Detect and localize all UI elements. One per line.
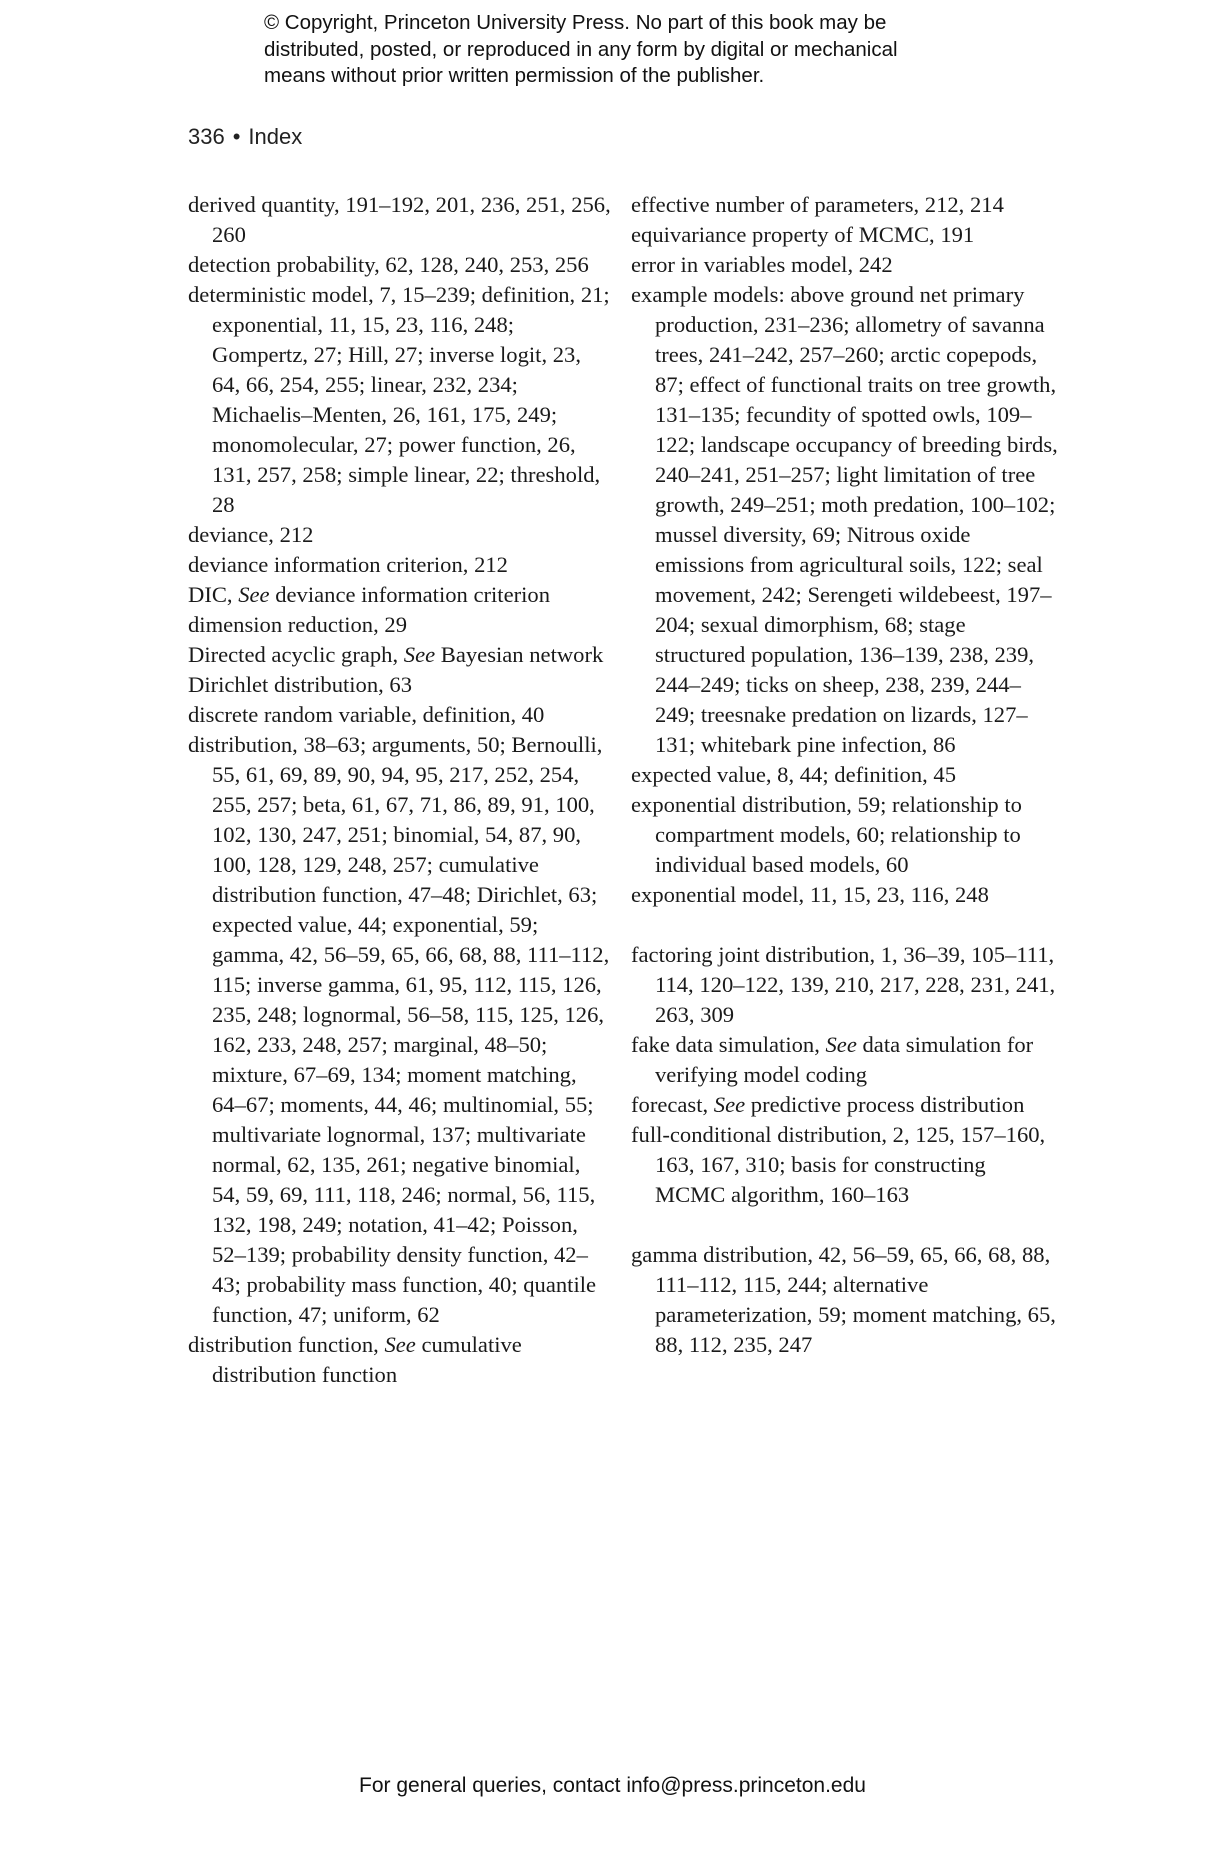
index-entry: [631, 1240, 1061, 1360]
index-entry: [188, 640, 613, 670]
index-column-right: [631, 190, 1061, 1360]
index-entry: [188, 550, 613, 580]
see-reference-target: data simulation for verifying model coding: [655, 1032, 1034, 1087]
index-entry: [188, 190, 613, 250]
index-entry: [631, 1030, 1061, 1090]
see-reference-target: cumulative distribution function: [212, 1332, 522, 1387]
index-entry-text: effective number of parameters, 212, 214: [631, 192, 1004, 217]
see-reference-target: Bayesian network: [435, 642, 604, 667]
see-reference-label: See: [384, 1332, 416, 1357]
index-entry-text: gamma distribution, 42, 56–59, 65, 66, 68, 88, 111–112, 115, 244; alternative parameterization, 59; moment matching, 65, 88, 112, 235, 247: [631, 1242, 1056, 1357]
index-entry-text: full-conditional distribution, 2, 125, 157–160, 163, 167, 310; basis for constructing MCMC algorithm, 160–163: [631, 1122, 1046, 1207]
see-reference-label: See: [713, 1092, 746, 1117]
index-entry: [631, 220, 1061, 250]
footer-contact: For general queries, contact info@press.princeton.edu: [359, 1774, 866, 1797]
index-entry: [631, 1090, 1061, 1120]
index-entry: [188, 670, 613, 700]
copyright-line: distributed, posted, or reproduced in any form by digital or mechanical: [264, 37, 898, 61]
copyright-line: means without prior written permission of the publisher.: [264, 64, 765, 87]
index-entry-text: discrete random variable, definition, 40: [188, 702, 545, 727]
index-entry-term: forecast,: [631, 1092, 714, 1117]
index-column-left: [188, 190, 613, 1390]
index-entry: [188, 520, 613, 550]
index-entry-term: Directed acyclic graph,: [188, 642, 404, 667]
index-entry-text: distribution, 38–63; arguments, 50; Bernoulli, 55, 61, 69, 89, 90, 94, 95, 217, 252, 254, 255, 257; beta, 61, 67, 71, 86, 89, 91, 100, 102, 130, 247, 251; binomial, 54, 87, 90, 100, 128, 129, 248, 257; cumulative distribution function, 47–48; Dirichlet, 63; expected value, 44; exponential, 59; gamma, 42, 56–59, 65, 66, 68, 88, 111–112, 115; inverse gamma, 61, 95, 112, 115, 126, 235, 248; lognormal, 56–58, 115, 125, 126, 162, 233, 248, 257; marginal, 48–50; mixture, 67–69, 134; moment matching, 64–67; moments, 44, 46; multinomial, 55; multivariate lognormal, 137; multivariate normal, 62, 135, 261; negative binomial, 54, 59, 69, 111, 118, 246; normal, 56, 115, 132, 198, 249; notation, 41–42; Poisson, 52–139; probability density function, 42–43; probability mass function, 40; quantile function, 47; uniform, 62: [188, 732, 610, 1327]
index-entry: [631, 1120, 1061, 1210]
index-entry: [188, 280, 613, 520]
index-entry-text: exponential model, 11, 15, 23, 116, 248: [631, 882, 989, 907]
running-head: [188, 124, 302, 150]
index-entry-text: deterministic model, 7, 15–239; definition, 21; exponential, 11, 15, 23, 116, 248; Gompertz, 27; Hill, 27; inverse logit, 23, 64, 66, 254, 255; linear, 232, 234; Michaelis–Menten, 26, 161, 175, 249; monomolecular, 27; power function, 26, 131, 257, 258; simple linear, 22; threshold, 28: [188, 282, 610, 517]
index-entry-text: derived quantity, 191–192, 201, 236, 251, 256, 260: [188, 192, 611, 247]
see-reference-target: predictive process distribution: [745, 1092, 1025, 1117]
index-entry-text: Dirichlet distribution, 63: [188, 672, 413, 697]
index-entry: [188, 700, 613, 730]
letter-group-gap: [631, 910, 1061, 940]
index-entry-text: equivariance property of MCMC, 191: [631, 222, 975, 247]
copyright-notice: [264, 10, 1024, 90]
index-entry: [631, 940, 1061, 1030]
section-title: Index: [248, 124, 303, 149]
index-entry: [631, 280, 1061, 760]
index-entry: [188, 580, 613, 610]
see-reference-target: deviance information criterion: [269, 582, 551, 607]
index-entry: [188, 730, 613, 1330]
index-entry: [631, 760, 1061, 790]
index-entry: [631, 880, 1061, 910]
index-entry-text: deviance, 212: [188, 522, 314, 547]
index-entry: [631, 250, 1061, 280]
index-entry-text: exponential distribution, 59; relationship to compartment models, 60; relationship to individual based models, 60: [631, 792, 1022, 877]
index-entry: [631, 190, 1061, 220]
index-entry-text: deviance information criterion, 212: [188, 552, 508, 577]
index-entry-term: DIC,: [188, 582, 239, 607]
index-entry: [188, 250, 613, 280]
see-reference-label: See: [403, 642, 436, 667]
index-entry-text: example models: above ground net primary production, 231–236; allometry of savanna trees, 241–242, 257–260; arctic copepods, 87; effect of functional traits on tree growth, 131–135; fecundity of spotted owls, 109–122; landscape occupancy of breeding birds, 240–241, 251–257; light limitation of tree growth, 249–251; moth predation, 100–102; mussel diversity, 69; Nitrous oxide emissions from agricultural soils, 122; seal movement, 242; Serengeti wildebeest, 197–204; sexual dimorphism, 68; stage structured population, 136–139, 238, 239, 244–249; ticks on sheep, 238, 239, 244–249; treesnake predation on lizards, 127–131; whitebark pine infection, 86: [631, 282, 1058, 757]
index-entry-term: distribution function,: [188, 1332, 385, 1357]
index-entry-text: detection probability, 62, 128, 240, 253, 256: [188, 252, 589, 277]
index-entry: [188, 1330, 613, 1390]
index-entry-text: error in variables model, 242: [631, 252, 893, 277]
index-entry-text: dimension reduction, 29: [188, 612, 407, 637]
index-entry-text: factoring joint distribution, 1, 36–39, 105–111, 114, 120–122, 139, 210, 217, 228, 231, 241, 263, 309: [631, 942, 1056, 1027]
letter-group-gap: [631, 1210, 1061, 1240]
index-entry: [631, 790, 1061, 880]
page-number: 336: [188, 124, 225, 149]
copyright-line: © Copyright, Princeton University Press. No part of this book may be: [264, 11, 887, 34]
see-reference-label: See: [238, 582, 270, 607]
see-reference-label: See: [825, 1032, 857, 1057]
bullet-separator: •: [232, 124, 241, 149]
index-entry-text: expected value, 8, 44; definition, 45: [631, 762, 957, 787]
index-entry-term: fake data simulation,: [631, 1032, 826, 1057]
index-entry: [188, 610, 613, 640]
